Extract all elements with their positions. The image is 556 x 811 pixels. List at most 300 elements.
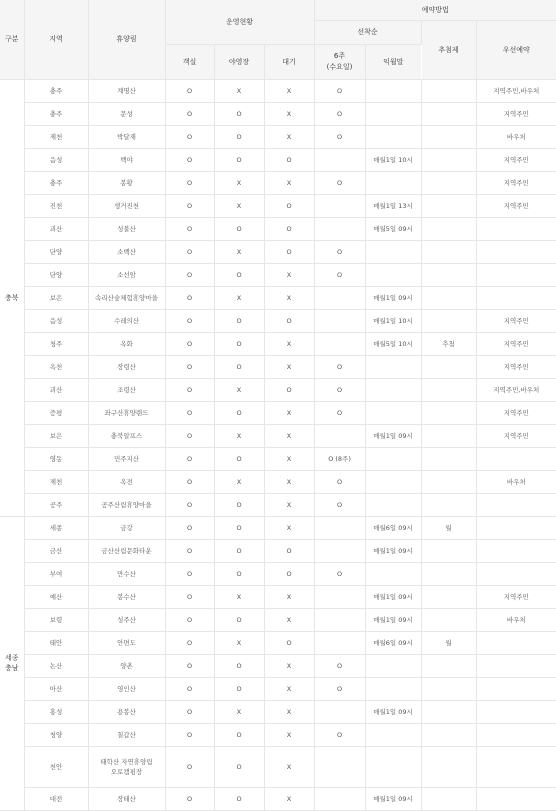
cell-room: O xyxy=(165,286,214,309)
cell-lottery xyxy=(421,424,476,447)
cell-six-weeks: O (8주) xyxy=(314,447,365,470)
cell-forest: 계명산 xyxy=(88,79,165,102)
cell-next-month: 매월5일 10시 xyxy=(365,332,421,355)
cell-next-month: 매월1일 09시 xyxy=(365,700,421,723)
cell-campsite: O xyxy=(214,125,264,148)
cell-campsite: X xyxy=(214,286,264,309)
cell-area: 단양 xyxy=(24,240,88,263)
table-row xyxy=(0,562,556,585)
cell-lottery xyxy=(421,493,476,516)
cell-priority: 지역주민 xyxy=(476,309,556,332)
cell-six-weeks xyxy=(314,585,365,608)
cell-lottery xyxy=(421,562,476,585)
cell-campsite: O xyxy=(214,539,264,562)
cell-priority: 지역주민,바우처 xyxy=(476,79,556,102)
cell-area: 영동 xyxy=(24,447,88,470)
table-row xyxy=(0,470,556,493)
cell-area: 태안 xyxy=(24,631,88,654)
cell-next-month: 매월5일 09시 xyxy=(365,217,421,240)
cell-six-weeks xyxy=(314,539,365,562)
cell-room: O xyxy=(165,608,214,631)
cell-next-month xyxy=(365,470,421,493)
cell-room: O xyxy=(165,217,214,240)
cell-lottery xyxy=(421,787,476,810)
cell-area: 부여 xyxy=(24,562,88,585)
cell-waiting: X xyxy=(264,787,314,810)
cell-waiting: X xyxy=(264,263,314,286)
cell-area: 음성 xyxy=(24,148,88,171)
cell-lottery xyxy=(421,746,476,787)
cell-six-weeks: O xyxy=(314,378,365,401)
cell-six-weeks xyxy=(314,286,365,309)
cell-area: 세종 xyxy=(24,516,88,539)
cell-campsite: O xyxy=(214,787,264,810)
cell-area: 진천 xyxy=(24,194,88,217)
cell-six-weeks: O xyxy=(314,562,365,585)
cell-six-weeks: O xyxy=(314,240,365,263)
cell-room: O xyxy=(165,539,214,562)
cell-forest: 영인산 xyxy=(88,677,165,700)
cell-region: 세종 충남 xyxy=(0,516,24,810)
cell-room: O xyxy=(165,194,214,217)
cell-priority: 지역주민 xyxy=(476,332,556,355)
cell-campsite: O xyxy=(214,493,264,516)
cell-lottery: 추첨 xyxy=(421,332,476,355)
table-row xyxy=(0,677,556,700)
cell-waiting: X xyxy=(264,608,314,631)
header-next-month: 익월말 xyxy=(365,44,421,79)
cell-waiting: X xyxy=(264,332,314,355)
cell-area: 청주 xyxy=(24,332,88,355)
header-priority: 우선예약 xyxy=(476,20,556,79)
cell-next-month xyxy=(365,723,421,746)
cell-priority xyxy=(476,746,556,787)
cell-forest: 공주산림휴양마을 xyxy=(88,493,165,516)
cell-next-month: 매월1일 09시 xyxy=(365,539,421,562)
cell-campsite: O xyxy=(214,723,264,746)
cell-next-month xyxy=(365,746,421,787)
cell-forest: 옥전 xyxy=(88,470,165,493)
cell-next-month: 매월1일 10시 xyxy=(365,309,421,332)
cell-waiting: X xyxy=(264,746,314,787)
cell-room: O xyxy=(165,700,214,723)
cell-six-weeks: O xyxy=(314,171,365,194)
cell-lottery xyxy=(421,102,476,125)
cell-area: 예산 xyxy=(24,585,88,608)
cell-six-weeks: O xyxy=(314,470,365,493)
cell-waiting: X xyxy=(264,401,314,424)
cell-six-weeks xyxy=(314,787,365,810)
cell-room: O xyxy=(165,723,214,746)
cell-next-month: 매월6일 09시 xyxy=(365,631,421,654)
table-row xyxy=(0,125,556,148)
header-forest: 휴양림 xyxy=(88,0,165,79)
cell-forest: 봉황 xyxy=(88,171,165,194)
table-row xyxy=(0,309,556,332)
cell-six-weeks: O xyxy=(314,102,365,125)
cell-waiting: X xyxy=(264,447,314,470)
cell-waiting: O xyxy=(264,378,314,401)
cell-room: O xyxy=(165,493,214,516)
header-category: 구분 xyxy=(0,0,24,79)
cell-room: O xyxy=(165,585,214,608)
cell-lottery xyxy=(421,447,476,470)
table-row xyxy=(0,700,556,723)
cell-forest: 장령산 xyxy=(88,355,165,378)
cell-area: 음성 xyxy=(24,309,88,332)
table-row xyxy=(0,746,556,787)
table-row xyxy=(0,79,556,102)
cell-campsite: O xyxy=(214,608,264,631)
cell-next-month xyxy=(365,79,421,102)
cell-room: O xyxy=(165,355,214,378)
cell-area: 보은 xyxy=(24,286,88,309)
cell-six-weeks: O xyxy=(314,677,365,700)
cell-lottery xyxy=(421,194,476,217)
cell-lottery xyxy=(421,217,476,240)
cell-lottery xyxy=(421,171,476,194)
cell-room: O xyxy=(165,148,214,171)
cell-room: O xyxy=(165,631,214,654)
table-body xyxy=(0,79,556,810)
cell-area: 충주 xyxy=(24,79,88,102)
cell-campsite: O xyxy=(214,148,264,171)
cell-next-month xyxy=(365,677,421,700)
cell-campsite: O xyxy=(214,332,264,355)
cell-forest: 수레의산 xyxy=(88,309,165,332)
cell-next-month: 매월1일 09시 xyxy=(365,585,421,608)
cell-room: O xyxy=(165,447,214,470)
cell-area: 보령 xyxy=(24,608,88,631)
cell-six-weeks xyxy=(314,631,365,654)
cell-room: O xyxy=(165,171,214,194)
cell-priority xyxy=(476,654,556,677)
table-row xyxy=(0,424,556,447)
cell-campsite: X xyxy=(214,378,264,401)
cell-waiting: O xyxy=(264,562,314,585)
table-row xyxy=(0,240,556,263)
cell-forest: 봉수산 xyxy=(88,585,165,608)
cell-area: 증평 xyxy=(24,401,88,424)
cell-forest: 소선암 xyxy=(88,263,165,286)
cell-priority: 바우처 xyxy=(476,470,556,493)
cell-waiting: X xyxy=(264,470,314,493)
cell-forest: 성불산 xyxy=(88,217,165,240)
cell-priority: 지역주민 xyxy=(476,148,556,171)
cell-region: 충북 xyxy=(0,79,24,516)
table-row xyxy=(0,171,556,194)
cell-next-month: 매월1일 10시 xyxy=(365,148,421,171)
cell-room: O xyxy=(165,424,214,447)
table-row xyxy=(0,355,556,378)
cell-next-month xyxy=(365,378,421,401)
cell-campsite: X xyxy=(214,171,264,194)
cell-waiting: X xyxy=(264,424,314,447)
cell-next-month xyxy=(365,654,421,677)
table-row xyxy=(0,447,556,470)
cell-area: 논산 xyxy=(24,654,88,677)
cell-six-weeks xyxy=(314,516,365,539)
header-first-come-group: 선착순 xyxy=(314,20,421,44)
cell-lottery xyxy=(421,79,476,102)
header-campsite: 야영장 xyxy=(214,44,264,79)
cell-waiting: X xyxy=(264,286,314,309)
cell-forest: 용봉산 xyxy=(88,700,165,723)
cell-area: 홍성 xyxy=(24,700,88,723)
cell-forest: 충북알프스 xyxy=(88,424,165,447)
cell-area: 금산 xyxy=(24,539,88,562)
cell-lottery: 월 xyxy=(421,631,476,654)
cell-priority xyxy=(476,217,556,240)
cell-campsite: O xyxy=(214,447,264,470)
cell-waiting: O xyxy=(264,309,314,332)
cell-room: O xyxy=(165,516,214,539)
cell-priority: 지역주민,바우처 xyxy=(476,378,556,401)
cell-area: 제천 xyxy=(24,125,88,148)
cell-room: O xyxy=(165,401,214,424)
cell-area: 괴산 xyxy=(24,378,88,401)
cell-lottery xyxy=(421,654,476,677)
cell-lottery xyxy=(421,723,476,746)
cell-lottery xyxy=(421,401,476,424)
cell-room: O xyxy=(165,102,214,125)
cell-lottery xyxy=(421,470,476,493)
cell-waiting: O xyxy=(264,240,314,263)
cell-priority: 지역주민 xyxy=(476,355,556,378)
cell-priority: 지역주민 xyxy=(476,171,556,194)
cell-waiting: X xyxy=(264,585,314,608)
cell-waiting: X xyxy=(264,516,314,539)
cell-campsite: X xyxy=(214,194,264,217)
cell-campsite: X xyxy=(214,240,264,263)
cell-priority xyxy=(476,539,556,562)
cell-area: 괴산 xyxy=(24,217,88,240)
cell-campsite: O xyxy=(214,217,264,240)
cell-six-weeks: O xyxy=(314,263,365,286)
cell-next-month xyxy=(365,493,421,516)
cell-room: O xyxy=(165,378,214,401)
table-row xyxy=(0,102,556,125)
header-lottery: 추첨제 xyxy=(421,20,476,79)
cell-next-month xyxy=(365,263,421,286)
cell-priority: 지역주민 xyxy=(476,194,556,217)
cell-campsite: O xyxy=(214,746,264,787)
table-row xyxy=(0,585,556,608)
cell-lottery xyxy=(421,585,476,608)
cell-lottery xyxy=(421,240,476,263)
cell-waiting: O xyxy=(264,631,314,654)
cell-six-weeks xyxy=(314,148,365,171)
table-row xyxy=(0,286,556,309)
cell-waiting: X xyxy=(264,654,314,677)
cell-campsite: O xyxy=(214,355,264,378)
cell-campsite: X xyxy=(214,700,264,723)
table-row xyxy=(0,148,556,171)
cell-lottery xyxy=(421,677,476,700)
cell-lottery xyxy=(421,355,476,378)
header-reservation-group: 예약방법 xyxy=(314,0,556,20)
header-area: 지역 xyxy=(24,0,88,79)
cell-forest: 문성 xyxy=(88,102,165,125)
cell-room: O xyxy=(165,562,214,585)
cell-forest: 금산산림문화타운 xyxy=(88,539,165,562)
cell-forest: 양촌 xyxy=(88,654,165,677)
cell-waiting: O xyxy=(264,194,314,217)
cell-forest: 장태산 xyxy=(88,787,165,810)
cell-area: 충주 xyxy=(24,171,88,194)
table-row xyxy=(0,263,556,286)
cell-waiting: O xyxy=(264,217,314,240)
cell-lottery xyxy=(421,700,476,723)
cell-waiting: X xyxy=(264,125,314,148)
table-row xyxy=(0,539,556,562)
cell-waiting: X xyxy=(264,79,314,102)
cell-priority xyxy=(476,562,556,585)
cell-six-weeks: O xyxy=(314,355,365,378)
cell-campsite: O xyxy=(214,562,264,585)
header-room: 객실 xyxy=(165,44,214,79)
cell-priority xyxy=(476,240,556,263)
cell-priority xyxy=(476,286,556,309)
cell-area: 제천 xyxy=(24,470,88,493)
cell-priority: 바우처 xyxy=(476,608,556,631)
cell-priority xyxy=(476,723,556,746)
cell-campsite: O xyxy=(214,102,264,125)
cell-waiting: O xyxy=(264,539,314,562)
cell-lottery xyxy=(421,378,476,401)
cell-forest: 백야 xyxy=(88,148,165,171)
header-operation-group: 운영현황 xyxy=(165,0,314,44)
cell-six-weeks xyxy=(314,332,365,355)
cell-room: O xyxy=(165,240,214,263)
cell-priority xyxy=(476,700,556,723)
cell-room: O xyxy=(165,309,214,332)
cell-campsite: O xyxy=(214,516,264,539)
table-row xyxy=(0,194,556,217)
cell-priority xyxy=(476,493,556,516)
cell-priority: 지역주민 xyxy=(476,424,556,447)
cell-campsite: O xyxy=(214,677,264,700)
table-row xyxy=(0,378,556,401)
cell-priority: 지역주민 xyxy=(476,585,556,608)
cell-six-weeks xyxy=(314,217,365,240)
cell-forest: 태학산 자연휴양림 오토캠핑장 xyxy=(88,746,165,787)
table-row xyxy=(0,631,556,654)
cell-priority xyxy=(476,631,556,654)
cell-six-weeks: O xyxy=(314,79,365,102)
cell-six-weeks xyxy=(314,746,365,787)
cell-campsite: X xyxy=(214,631,264,654)
header-six-weeks-text: 6주 (수요일) xyxy=(326,51,353,71)
cell-lottery xyxy=(421,125,476,148)
cell-priority xyxy=(476,516,556,539)
cell-next-month: 매월1일 09시 xyxy=(365,787,421,810)
cell-room: O xyxy=(165,470,214,493)
cell-area: 천안 xyxy=(24,746,88,787)
cell-forest: 좌구산휴양랜드 xyxy=(88,401,165,424)
cell-next-month xyxy=(365,401,421,424)
cell-next-month: 매월1일 09시 xyxy=(365,424,421,447)
cell-campsite: O xyxy=(214,309,264,332)
cell-lottery xyxy=(421,608,476,631)
cell-waiting: X xyxy=(264,723,314,746)
cell-next-month xyxy=(365,355,421,378)
cell-campsite: X xyxy=(214,424,264,447)
cell-forest: 민주지산 xyxy=(88,447,165,470)
cell-priority xyxy=(476,447,556,470)
cell-waiting: X xyxy=(264,102,314,125)
table-row xyxy=(0,608,556,631)
cell-six-weeks: O xyxy=(314,401,365,424)
cell-six-weeks xyxy=(314,194,365,217)
cell-next-month xyxy=(365,125,421,148)
cell-priority xyxy=(476,263,556,286)
cell-area: 충주 xyxy=(24,102,88,125)
cell-next-month: 매월1일 09시 xyxy=(365,286,421,309)
cell-room: O xyxy=(165,746,214,787)
cell-area: 대전 xyxy=(24,787,88,810)
cell-priority: 지역주민 xyxy=(476,102,556,125)
cell-area: 보은 xyxy=(24,424,88,447)
table-row xyxy=(0,516,556,539)
cell-forest: 안면도 xyxy=(88,631,165,654)
cell-forest: 성주산 xyxy=(88,608,165,631)
cell-next-month xyxy=(365,102,421,125)
table-row xyxy=(0,723,556,746)
cell-lottery xyxy=(421,286,476,309)
cell-forest: 소백산 xyxy=(88,240,165,263)
cell-priority: 바우처 xyxy=(476,125,556,148)
cell-area: 청양 xyxy=(24,723,88,746)
table-row xyxy=(0,493,556,516)
cell-lottery: 월 xyxy=(421,516,476,539)
cell-room: O xyxy=(165,787,214,810)
cell-six-weeks: O xyxy=(314,125,365,148)
cell-next-month xyxy=(365,171,421,194)
cell-lottery xyxy=(421,263,476,286)
table-row xyxy=(0,217,556,240)
cell-six-weeks: O xyxy=(314,723,365,746)
cell-area: 단양 xyxy=(24,263,88,286)
cell-forest: 생거진천 xyxy=(88,194,165,217)
cell-forest: 만수산 xyxy=(88,562,165,585)
table-row xyxy=(0,401,556,424)
header-waiting: 대기 xyxy=(264,44,314,79)
cell-six-weeks xyxy=(314,424,365,447)
cell-next-month xyxy=(365,240,421,263)
cell-waiting: X xyxy=(264,677,314,700)
cell-six-weeks: O xyxy=(314,493,365,516)
cell-next-month: 매월6일 09시 xyxy=(365,516,421,539)
cell-campsite: O xyxy=(214,401,264,424)
cell-room: O xyxy=(165,654,214,677)
table-row xyxy=(0,787,556,810)
cell-campsite: X xyxy=(214,585,264,608)
cell-next-month: 매월1일 13시 xyxy=(365,194,421,217)
cell-next-month: 매월1일 09시 xyxy=(365,608,421,631)
cell-six-weeks xyxy=(314,309,365,332)
cell-campsite: X xyxy=(214,470,264,493)
cell-waiting: X xyxy=(264,493,314,516)
cell-next-month xyxy=(365,562,421,585)
cell-campsite: O xyxy=(214,263,264,286)
cell-forest: 옥화 xyxy=(88,332,165,355)
cell-lottery xyxy=(421,148,476,171)
cell-area: 공주 xyxy=(24,493,88,516)
cell-forest: 금강 xyxy=(88,516,165,539)
cell-campsite: O xyxy=(214,654,264,677)
header-six-weeks xyxy=(314,44,365,79)
